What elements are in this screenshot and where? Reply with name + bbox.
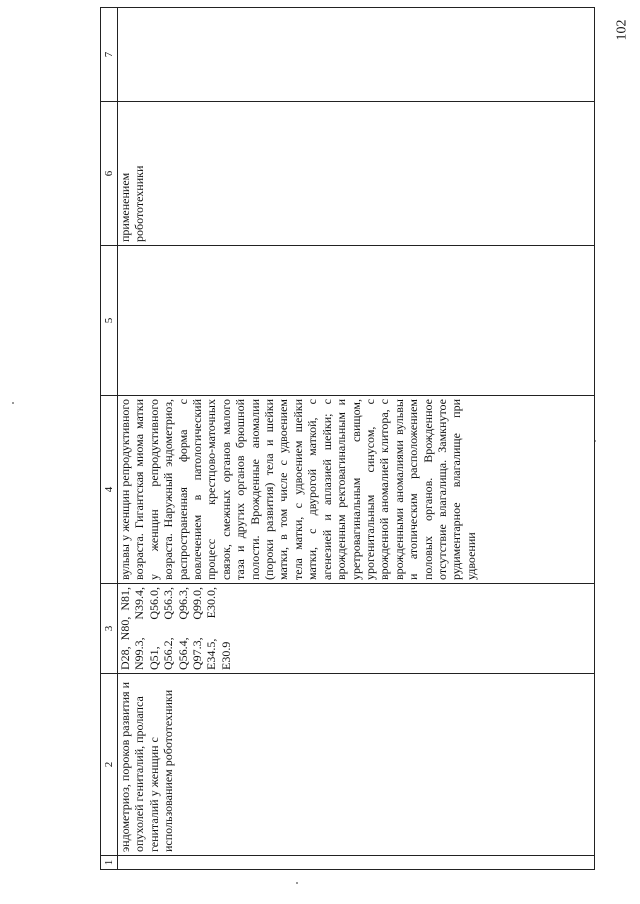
cell-treatment-method: применением робототехники — [118, 102, 595, 246]
cell-diagnosis-group: эндометриоз, пороков развития и опухолей гениталий, пролапса гениталий у женщин с использованием робототехники — [118, 674, 595, 856]
header-row — [101, 8, 118, 870]
document-table — [100, 7, 595, 870]
cell-col1 — [118, 856, 595, 870]
header-cell-3: 3 — [101, 584, 118, 674]
header-cell-7: 7 — [101, 8, 118, 102]
header-cell-1: 1 — [101, 856, 118, 870]
header-cell-4: 4 — [101, 396, 118, 584]
page-number: 102 — [614, 19, 630, 41]
header-cell-5: 5 — [101, 246, 118, 396]
cell-col5 — [118, 246, 595, 396]
scan-speck — [296, 882, 298, 884]
cell-col7 — [118, 8, 595, 102]
cell-patient-model: вульвы у женщин репродуктивного возраста. Гигантская миома матки у женщин репродуктивного возраста. Наружный эндометриоз, распространенная форма с вовлечением в патологический процесс крестцово-маточных связок, смежных органов малого таза и других органов брюшной полости. Врожденные аномалии (пороки развития) тела и шейки матки, в том числе с удвоением тела матки, с удвоением шейки матки, с двурогой маткой, с агенезией и аплазией шейки; с врожденным ректовагинальным и уретровагинальным свищом, урогенитальным синусом, с врожденной аномалией клитора, с врожденными аномалиями вульвы и атопическим расположением половых органов. Врожденное отсутствие влагалища. Замкнутое рудиментарное влагалище при удвоении — [118, 396, 595, 584]
table-row — [118, 8, 595, 870]
rotated-table-page — [100, 8, 596, 870]
header-cell-2: 2 — [101, 674, 118, 856]
header-cell-6: 6 — [101, 102, 118, 246]
scan-speck — [12, 402, 14, 404]
cell-icd-codes: D28, N80, N81, N99.3, N39.4, Q51, Q56.0, Q56.2, Q56.3, Q56.4, Q96.3, Q97.3, Q99.0, E34.5, E30.0, E30.9 — [118, 584, 595, 674]
